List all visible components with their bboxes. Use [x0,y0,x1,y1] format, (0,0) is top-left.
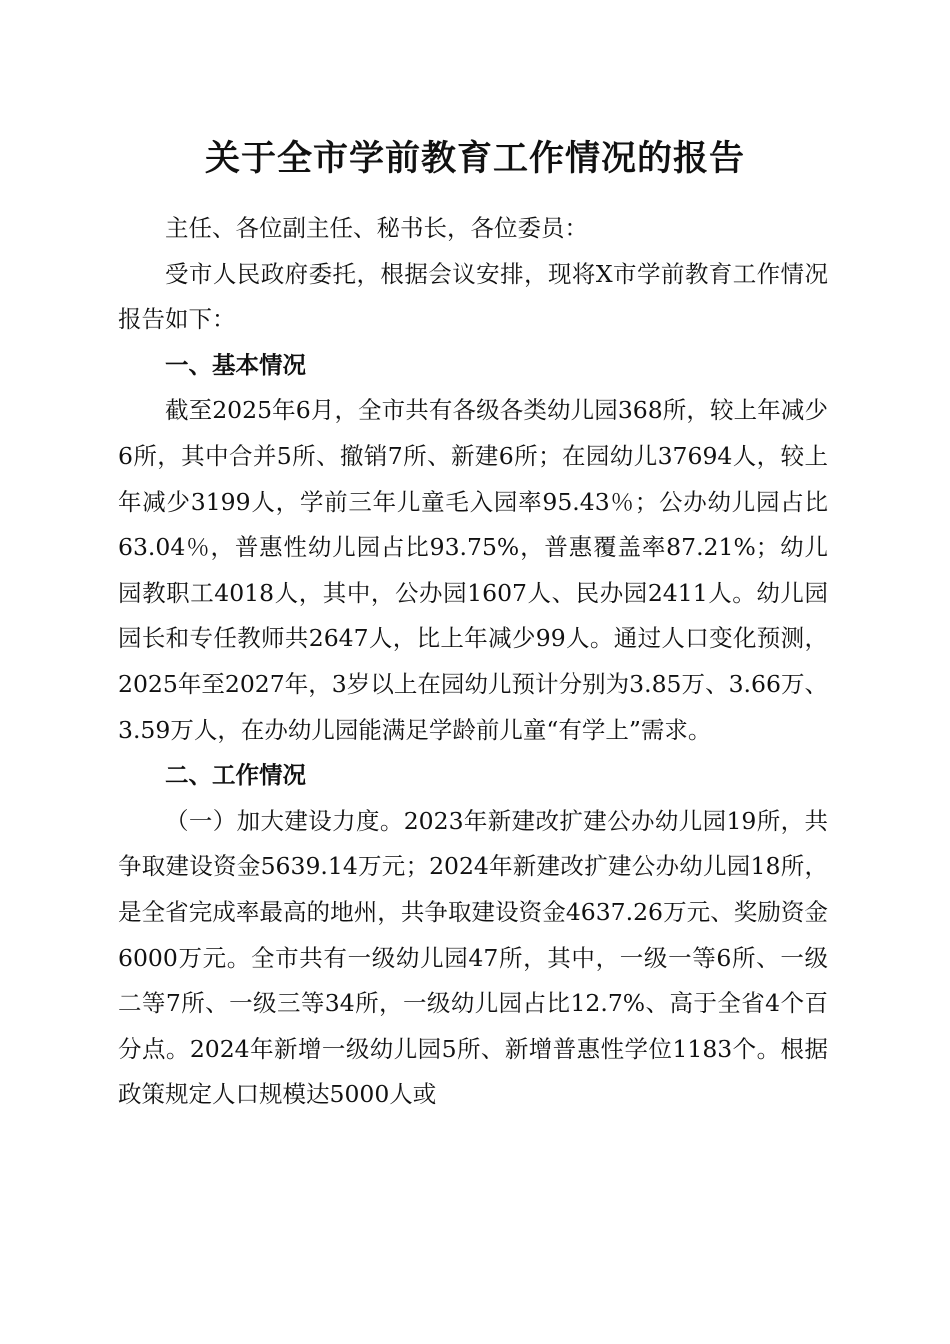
intro-paragraph: 受市人民政府委托，根据会议安排，现将X市学前教育工作情况报告如下： [118,259,828,334]
sub-section-title: （一）加大建设力度。 [165,806,404,835]
document-body [118,206,828,1118]
section-heading-basic: 一、基本情况 [165,350,306,379]
section-paragraph-basic: 截至2025年6月，全市共有各级各类幼儿园368所，较上年减少6所，其中合并5所、撤销7所、新建6所；在园幼儿37694人，较上年减少3199人，学前三年儿童毛入园率95.43％；公办幼儿园占比63.04％，普惠性幼儿园占比93.75%，普惠覆盖率87.21%；幼儿园教职工4018人，其中，公办园1607人、民办园2411人。幼儿园园长和专任教师共2647人，比上年减少99人。通过人口变化预测，2025年至2027年，3岁以上在园幼儿预计分别为3.85万、3.66万、3.59万人，在办幼儿园能满足学龄前儿童“有学上”需求。 [118,396,828,744]
sub-section-text: 2023年新建改扩建公办幼儿园19所，共争取建设资金5639.14万元；2024年新建改扩建公办幼儿园18所，是全省完成率最高的地州，共争取建设资金4637.26万元、奖励资金6000万元。全市共有一级幼儿园47所，其中，一级一等6所、一级二等7所、一级三等34所，一级幼儿园占比12.7%、高于全省4个百分点。2024年新增一级幼儿园5所、新增普惠性学位1183个。根据政策规定人口规模达5000人或 [118,806,828,1109]
section-paragraph-work [118,799,828,1118]
document-title: 关于全市学前教育工作情况的报告 [204,138,745,179]
section-heading-work: 二、工作情况 [165,761,306,790]
salutation: 主任、各位副主任、秘书长，各位委员： [165,214,588,242]
